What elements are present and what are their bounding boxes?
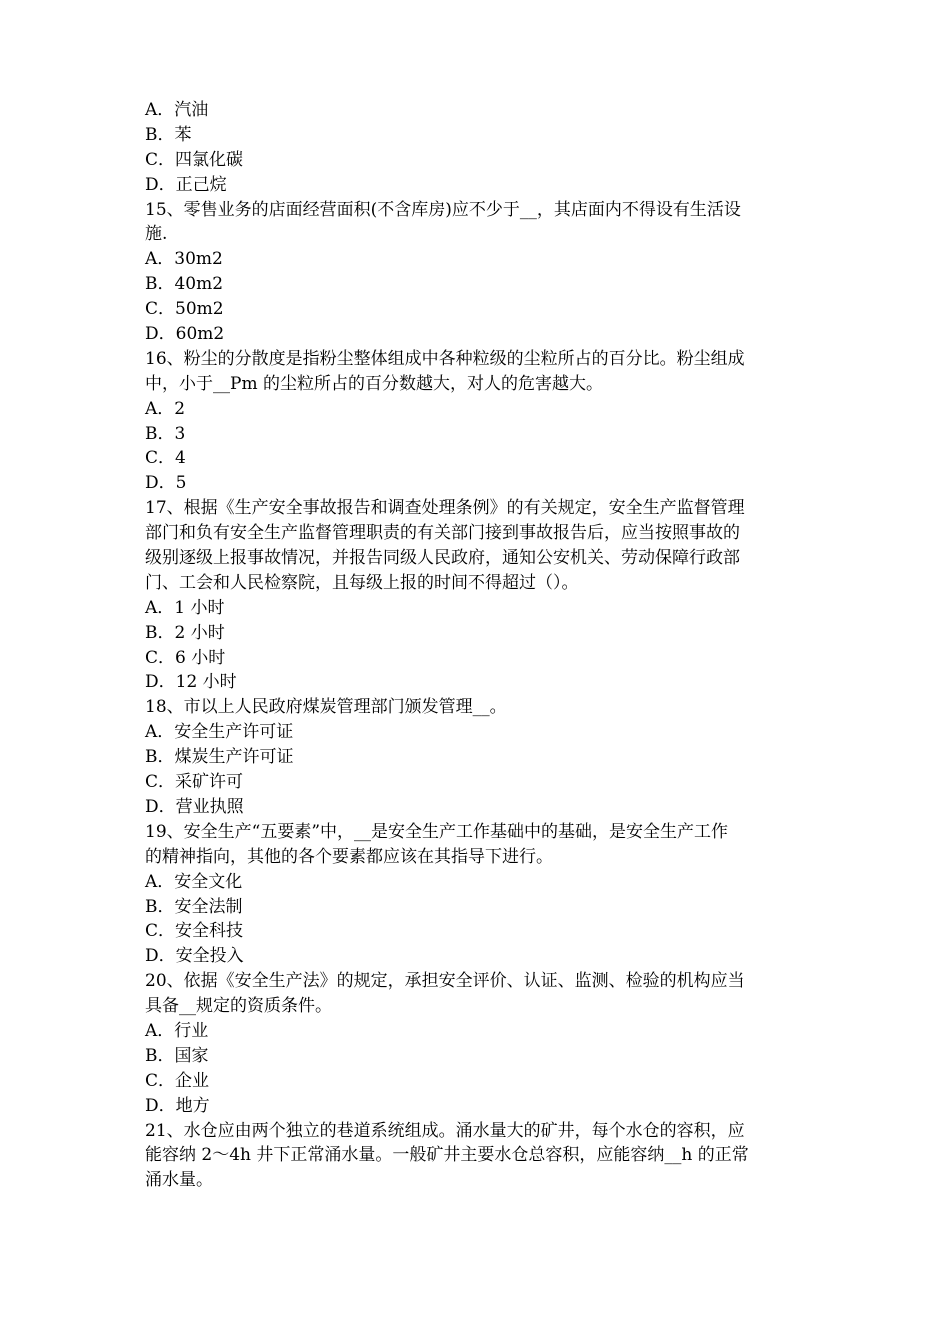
option-line: B．国家 [145, 1045, 209, 1066]
question-line: 涌水量。 [145, 1170, 213, 1191]
option-line: B．3 [145, 423, 186, 444]
option-line: C．4 [145, 448, 186, 469]
option-line: C．50m2 [145, 299, 224, 320]
question-line: 具备__规定的资质条件。 [145, 996, 332, 1017]
option-line: D．正己烷 [145, 174, 227, 195]
option-line: B．安全法制 [145, 896, 243, 917]
option-line: A．安全生产许可证 [145, 722, 294, 743]
option-line: A．1 小时 [145, 597, 225, 618]
question-line: 门、工会和人民检察院，且每级上报的时间不得超过（）。 [145, 572, 579, 593]
question-line: 15、零售业务的店面经营面积(不含库房)应不少于__，其店面内不得设有生活设 [145, 199, 741, 220]
option-line: A．30m2 [145, 249, 223, 270]
option-line: D．地方 [145, 1095, 210, 1116]
question-line: 部门和负有安全生产监督管理职责的有关部门接到事故报告后，应当按照事故的 [145, 523, 740, 544]
option-line: C．采矿许可 [145, 772, 244, 793]
question-line: 19、安全生产“五要素”中，__是安全生产工作基础中的基础，是安全生产工作 [145, 821, 729, 842]
option-line: A．汽油 [145, 100, 209, 120]
option-line: C．企业 [145, 1070, 210, 1091]
question-line: 20、依据《安全生产法》的规定，承担安全评价、认证、监测、检验的机构应当 [145, 971, 745, 992]
option-line: B．煤炭生产许可证 [145, 747, 294, 768]
option-line: A．2 [145, 398, 186, 419]
question-line: 中，小于__Pm 的尘粒所占的百分数越大，对人的危害越大。 [145, 373, 603, 394]
question-line: 的精神指向，其他的各个要素都应该在其指导下进行。 [145, 846, 553, 867]
question-line: 施. [145, 224, 168, 245]
option-line: D．12 小时 [145, 672, 237, 693]
option-line: C．四氯化碳 [145, 149, 244, 170]
document-body [145, 98, 817, 1193]
option-line: D．60m2 [145, 324, 225, 345]
question-line: 17、根据《生产安全事故报告和调查处理条例》的有关规定，安全生产监督管理 [145, 498, 745, 519]
question-line: 级别逐级上报事故情况，并报告同级人民政府，通知公安机关、劳动保障行政部 [145, 548, 740, 569]
question-line: 18、市以上人民政府煤炭管理部门颁发管理__。 [145, 697, 507, 718]
option-line: D．5 [145, 473, 187, 494]
option-line: B．2 小时 [145, 622, 225, 643]
question-line: 能容纳 2～4h 井下正常涌水量。一般矿井主要水仓总容积，应能容纳__h 的正常 [145, 1145, 749, 1166]
option-line: C．6 小时 [145, 647, 226, 668]
option-line: D．营业执照 [145, 796, 244, 817]
question-line: 16、粉尘的分散度是指粉尘整体组成中各种粒级的尘粒所占的百分比。粉尘组成 [145, 348, 745, 369]
option-line: B．40m2 [145, 274, 224, 295]
option-line: B．苯 [145, 124, 192, 145]
option-line: A．行业 [145, 1020, 209, 1041]
option-line: D．安全投入 [145, 946, 244, 967]
option-line: C．安全科技 [145, 921, 244, 942]
option-line: A．安全文化 [145, 871, 243, 892]
question-line: 21、水仓应由两个独立的巷道系统组成。涌水量大的矿井，每个水仓的容积，应 [145, 1120, 745, 1141]
